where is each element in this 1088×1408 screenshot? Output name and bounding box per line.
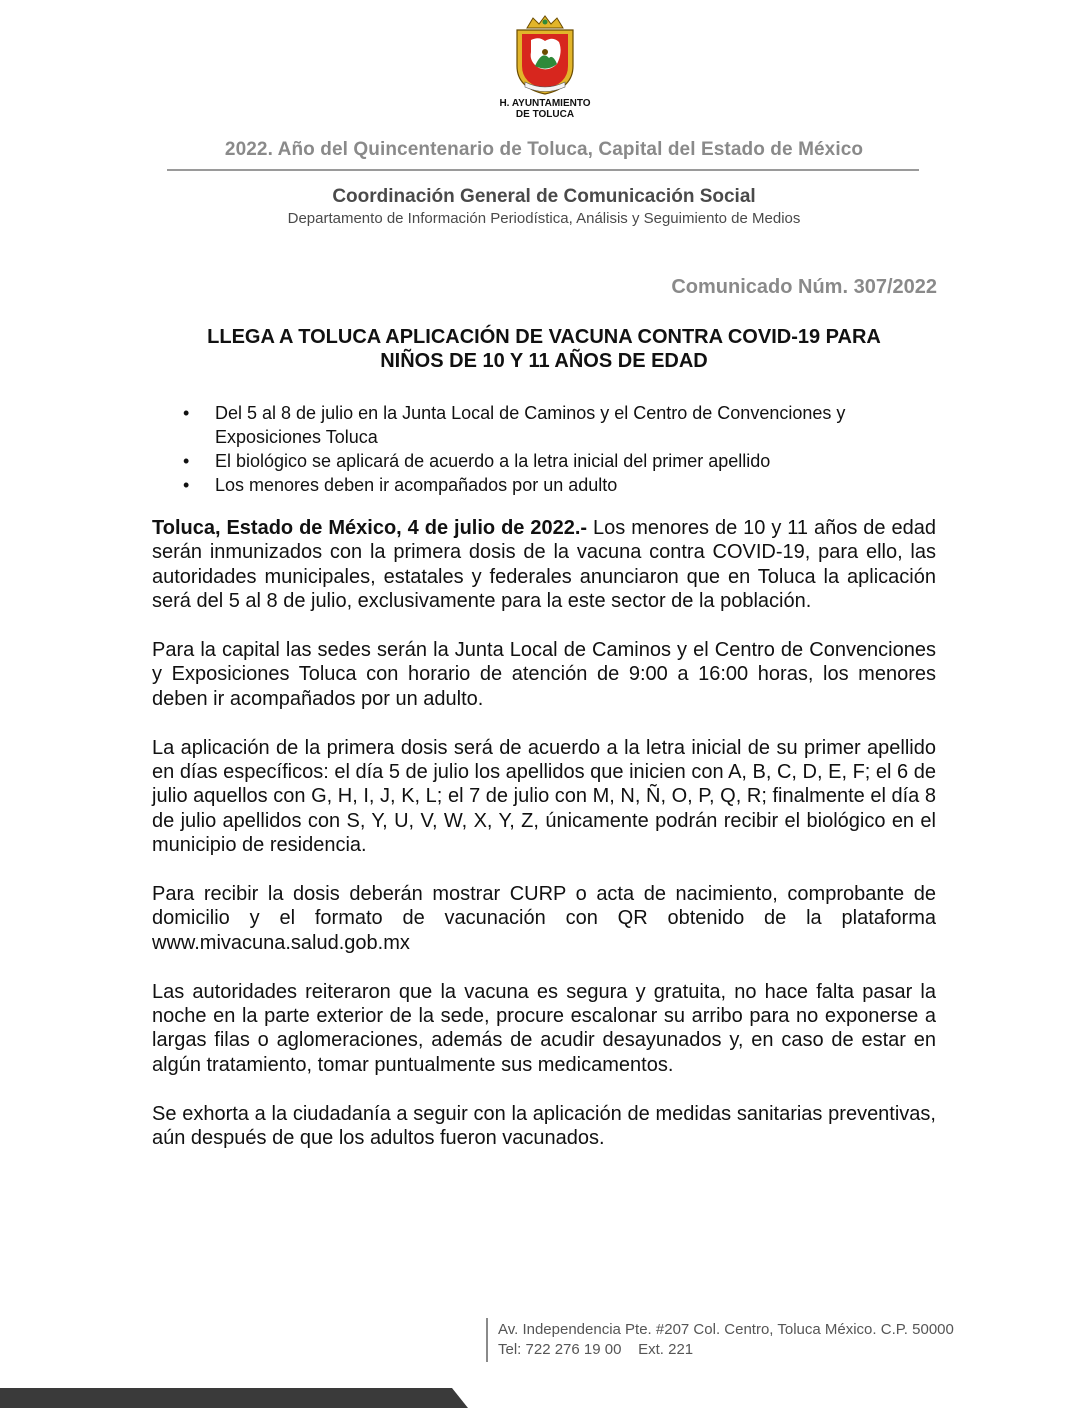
bottom-decorative-band (0, 1388, 1088, 1408)
footer-phone: Tel: 722 276 19 00 Ext. 221 (498, 1341, 694, 1358)
bullet-icon: • (183, 403, 190, 423)
shield-icon (509, 14, 581, 96)
footer-address: Av. Independencia Pte. #207 Col. Centro, Toluca México. C.P. 50000 (498, 1321, 954, 1338)
summary-bullet-list (152, 401, 936, 497)
logo-caption-line2: DE TOLUCA (515, 109, 575, 120)
list-item (152, 449, 936, 473)
list-item (152, 473, 936, 497)
paragraph: Las autoridades reiteraron que la vacuna es segura y gratuita, no hace falta pasar la noche en la parte exterior de la sede, procure escalonar su arribo para no exponerse a largas filas o aglomeraciones, además de acudir desayunados y, en caso de estar en algún tratamiento, tomar puntualmente sus medicamentos. (152, 980, 936, 1076)
dateline: Toluca, Estado de México, 4 de julio de 2022.- (152, 517, 588, 539)
bullet-icon: • (183, 451, 190, 471)
headline-line-1: LLEGA A TOLUCA APLICACIÓN DE VACUNA CONTRA COVID-19 PARA (207, 326, 881, 348)
paragraph: Para la capital las sedes serán la Junta Local de Caminos y el Centro de Convenciones y Exposiciones Toluca con horario de atención de 9:00 a 16:00 horas, los menores deben ir acompañados por un adulto. (152, 639, 936, 710)
bullet-icon: • (183, 475, 190, 495)
logo-caption-line1: H. AYUNTAMIENTO (499, 98, 591, 109)
department-subtitle: Departamento de Información Periodística, Análisis y Seguimiento de Medios (287, 210, 801, 227)
department-title: Coordinación General de Comunicación Social (332, 186, 756, 207)
toluca-coat-of-arms-logo (490, 14, 600, 120)
header-divider (167, 169, 919, 171)
paragraph: Para recibir la dosis deberán mostrar CURP o acta de nacimiento, comprobante de domicilio y el formato de vacunación con QR obtenido de la plataforma www.mivacuna.salud.gob.mx (152, 883, 936, 954)
footer-contact (498, 1320, 954, 1360)
bullet-text: El biológico se aplicará de acuerdo a la letra inicial del primer apellido (215, 451, 771, 471)
bullet-text: Los menores deben ir acompañados por un adulto (215, 475, 618, 495)
headline (152, 325, 936, 373)
footer-divider (486, 1318, 488, 1362)
paragraph: Se exhorta a la ciudadanía a seguir con la aplicación de medidas sanitarias preventivas, aún después de que los adultos fueron vacunados. (152, 1102, 936, 1150)
paragraph-text: Los menores de 10 y 11 años de edad serán inmunizados con la primera dosis de la vacuna contra COVID-19, para ello, las autoridades municipales, estatales y federales anunciaron que en Toluca la aplicación será del 5 al 8 de julio, exclusivamente para la este sector de la población. (152, 517, 936, 613)
paragraph (152, 516, 936, 614)
list-item (152, 401, 936, 449)
bullet-text: Del 5 al 8 de julio en la Junta Local de Caminos y el Centro de Convenciones y Exposiciones Toluca (215, 403, 846, 447)
communique-number: Comunicado Núm. 307/2022 (671, 276, 937, 298)
article-body (152, 516, 936, 1175)
headline-line-2: NIÑOS DE 10 Y 11 AÑOS DE EDAD (380, 350, 708, 372)
paragraph: La aplicación de la primera dosis será de acuerdo a la letra inicial de su primer apellido en días específicos: el día 5 de julio los apellidos que inicien con A, B, C, D, E, F; el 6 de julio aquellos con G, H, I, J, K, L; el 7 de julio con M, N, Ñ, O, P, Q, R; finalmente el día 8 de julio apellidos con S, Y, U, V, W, X, Y, Z, únicamente podrán recibir el biológico en el municipio de residencia. (152, 736, 936, 857)
year-slogan: 2022. Año del Quincentenario de Toluca, Capital del Estado de México (224, 139, 864, 160)
